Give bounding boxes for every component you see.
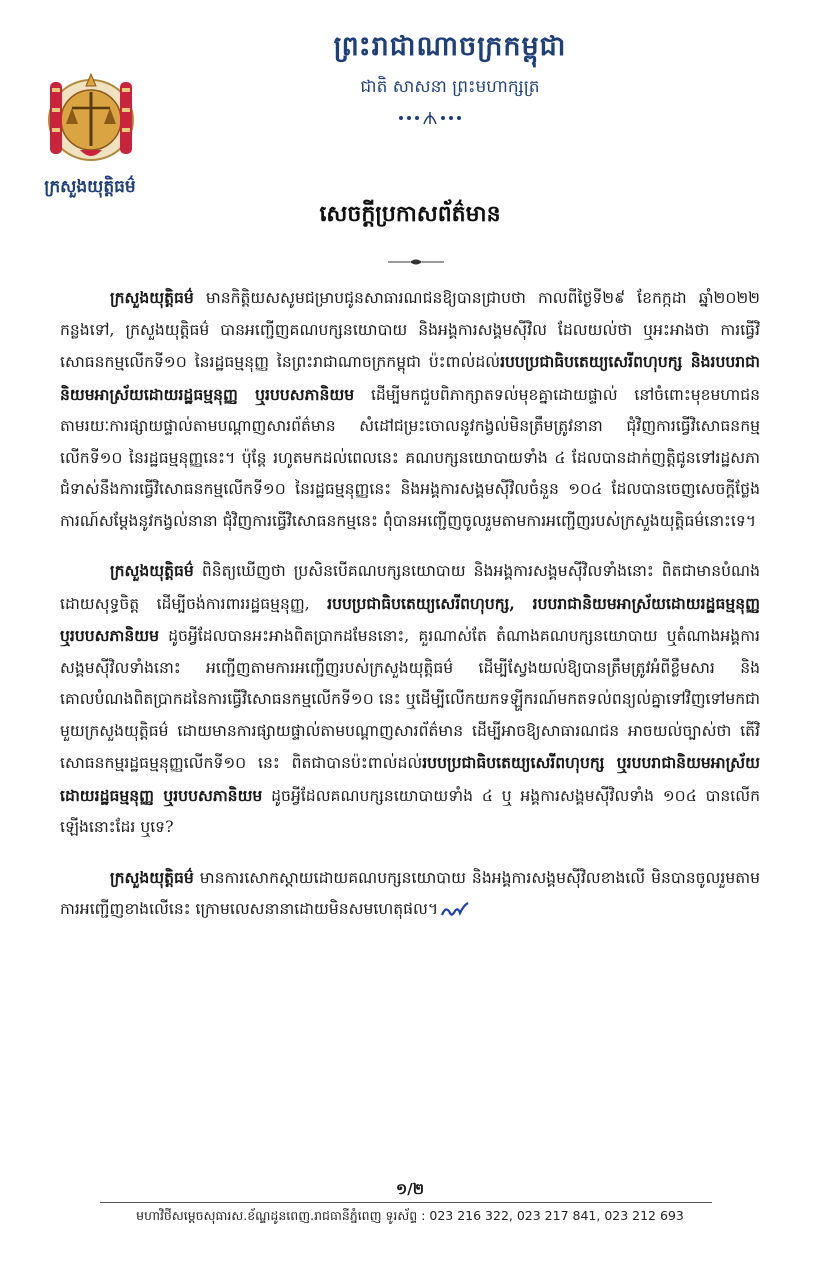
bold-text-run: របបប្រជាធិបតេយ្យសេរីពហុបក្ស ឬរបបរាជានិយមអាស្រ័យដោយរដ្ឋធម្មនុញ្ញ ឬរបបសភានិយម — [60, 753, 760, 805]
kingdom-heading: ព្រះរាជាណាចក្រកម្ពុជា — [333, 31, 567, 62]
text-run: ដើម្បីមកជួបពិភាក្សាតទល់មុខគ្នាដោយផ្ទាល់ នៅចំពោះមុខមហាជន តាមរយៈការផ្សាយផ្ទាល់តាមបណ្តាញសារព័ត៌មាន សំដៅជម្រះចោលនូវកង្វល់មិនត្រឹមត្រូវនានា ជុំវិញការធ្វើវិសោធនកម្មលើកទី១០ នៃរដ្ឋធម្មនុញ្ញនេះ។ ប៉ុន្តែ រហូតមកដល់ពេលនេះ គណបក្សនយោបាយទាំង ៤ ដែលបានដាក់ញត្តិជូនទៅរដ្ឋសភា ជំទាស់នឹងការធ្វើវិសោធនកម្មលើកទី១០ នៃរដ្ឋធម្មនុញ្ញនេះ និងអង្គការសង្គមស៊ីវិលចំនួន ១០៤ ដែលបានចេញសេចក្តីថ្លែងការណ៍សម្តែងនូវកង្វល់នានា ជុំវិញការធ្វើវិសោធនកម្មនេះ ពុំបានអញ្ជើញចូលរួមតាមការអញ្ជើញរបស់ក្រសួងយុត្តិធម៌នោះទេ។ — [60, 385, 761, 530]
bold-text-run: ក្រសួងយុត្តិធម៌ — [110, 867, 194, 887]
bold-text-run: ក្រសួងយុត្តិធម៌ — [110, 561, 194, 580]
text-run: មានកិត្តិយសសូមជម្រាបជូនសាធារណជនឱ្យបានជ្រាបថា កាលពីថ្ងៃទី២៩ ខែកក្កដា ឆ្នាំ២០២២ កន្លងទៅ, ក្រសួងយុត្តិធម៌ បានអញ្ជើញគណបក្សនយោបាយ និងអង្គការសង្គមស៊ីវិល ដែលយល់ថា ឬអះអាងថា ការធ្វើវិសោធនកម្មលើកទី១០ នៃរដ្ឋធម្មនុញ្ញ នៃព្រះរាជាណាចក្រកម្ពុជា ប៉ះពាល់ដល់ — [60, 289, 760, 371]
ministry-label: ក្រសួងយុត្តិធម៌ — [44, 177, 136, 197]
document-body — [60, 282, 760, 944]
decorative-flourish-icon — [395, 108, 465, 128]
national-motto: ជាតិ សាសនា ព្រះមហាក្សត្រ — [360, 77, 540, 97]
paragraph-2 — [60, 555, 760, 844]
initial-signature-icon — [440, 899, 470, 921]
text-run: ដូចអ្វីដែលគណបក្សនយោបាយទាំង ៤ ឬ អង្គការសង្គមស៊ីវិលទាំង ១០៤ បានលើកឡើងនោះដែរ ឬទេ? — [60, 786, 761, 836]
footer-divider — [100, 1202, 712, 1203]
text-run: ដូចអ្វីដែលបានអះអាងពិតប្រាកដមែននោះ, គួរណាស់តែ តំណាងគណបក្សនយោបាយ ឬតំណាងអង្គការសង្គមស៊ីវិលទាំងនោះ អញ្ជើញតាមការអញ្ជើញរបស់ក្រសួងយុត្តិធម៌ ដើម្បីស្វែងយល់ឱ្យបានត្រឹមត្រូវអំពីខ្លឹមសារ និងគោលបំណងពិតប្រាកដនៃការធ្វើវិសោធនកម្មលើកទី១០ នេះ ឬដើម្បីលើកយកទឡ្ហីករណ៍មកតទល់ពន្យល់គ្នាទៅវិញទៅមកជាមួយក្រសួងយុត្តិធម៌ ដោយមានការផ្សាយផ្ទាល់តាមបណ្តាញសារព័ត៌មាន ដើម្បីអាចឱ្យសាធារណជន អាចយល់ច្បាស់ថា តើវិសោធនកម្មរដ្ឋធម្មនុញ្ញលើកទី១០ នេះ ពិតជាបានប៉ះពាល់ដល់ — [60, 627, 760, 772]
bold-text-run: របបប្រជាធិបតេយ្យសេរីពហុបក្ស, របបរាជានិយមអាស្រ័យដោយរដ្ឋធម្មនុញ្ញ ឬរបបសភានិយម — [60, 593, 760, 645]
text-run: ពិនិត្យឃើញថា ប្រសិនបើគណបក្សនយោបាយ និងអង្គការសង្គមស៊ីវិលទាំងនោះ ពិតជាមានបំណងដោយសុទ្ធចិត្ត ដើម្បីចង់ការពាររដ្ឋធម្មនុញ្ញ, — [60, 562, 760, 613]
bold-text-run: របបប្រជាធិបតេយ្យសេរីពហុបក្ស និងរបបរាជានិយមអាស្រ័យដោយរដ្ឋធម្មនុញ្ញ ឬរបបសភានិយម — [60, 352, 760, 404]
footer-address: មហាវិថីសម្តេចសុធារស.ខ័ណ្ឌដូនពេញ.រាជធានីភ្នំពេញ ទូរស័ព្ទ : 023 216 322, 023 217 841, 023 212 693 — [136, 1208, 684, 1223]
paragraph-1 — [60, 282, 760, 537]
text-run: មានការសោកស្តាយដោយគណបក្សនយោបាយ និងអង្គការសង្គមស៊ីវិលខាងលើ មិនបានចូលរួមតាមការអញ្ជើញខាងលើនេះ ក្រោមលេសនានាដោយមិនសមហេតុផល។ — [60, 868, 760, 918]
title-divider-icon — [388, 257, 444, 267]
page-number: ១/២ — [395, 1180, 425, 1198]
bold-text-run: ក្រសួងយុត្តិធម៌ — [110, 288, 194, 307]
ministry-of-justice-emblem-icon — [40, 68, 142, 168]
document-title: សេចក្តីប្រកាសព័ត៌មាន — [319, 201, 501, 227]
paragraph-3 — [60, 862, 760, 926]
